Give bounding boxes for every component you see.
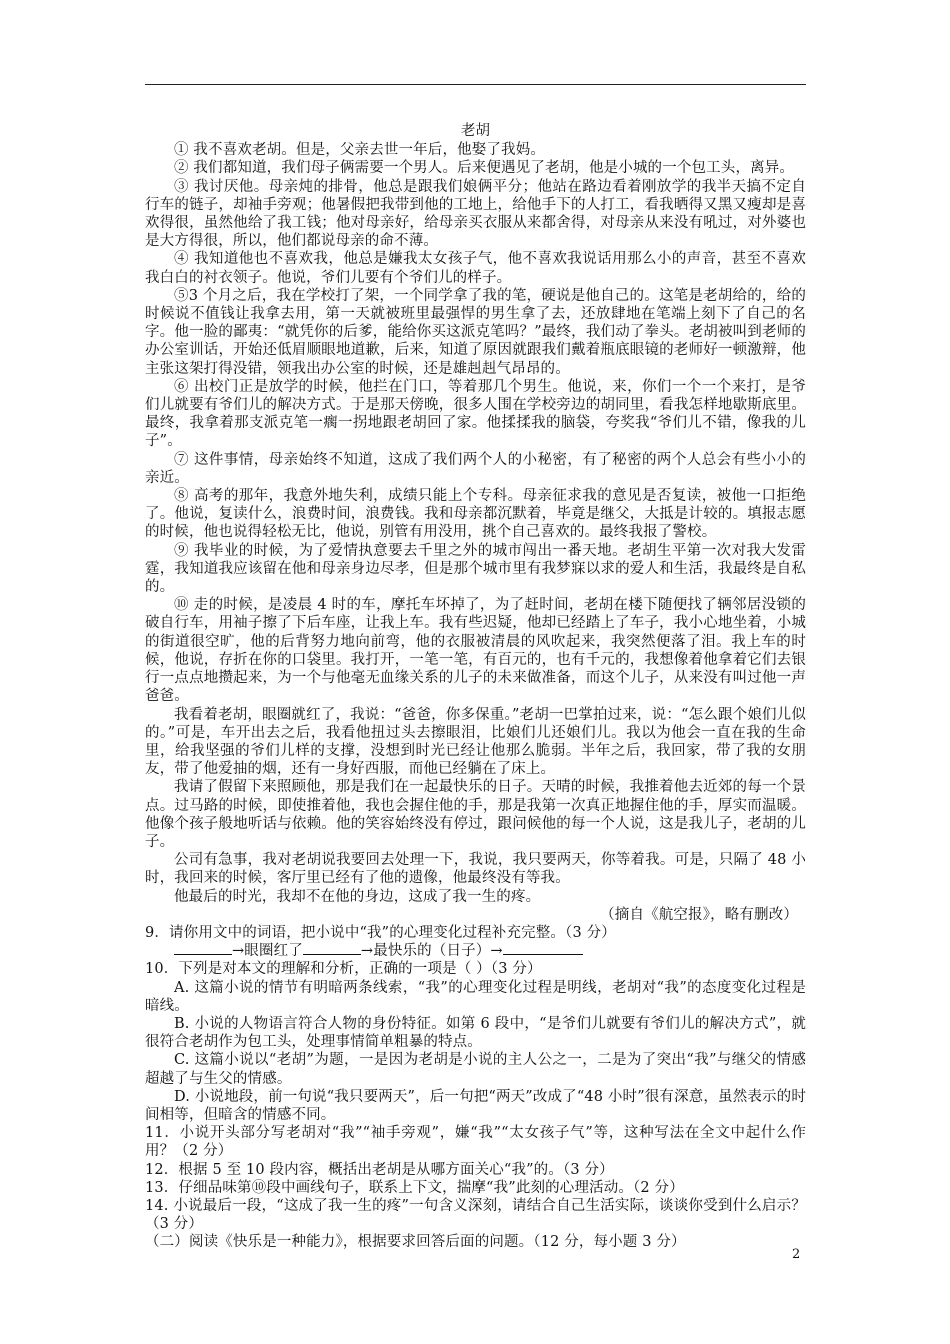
answer-blank[interactable] xyxy=(174,942,232,955)
q9-step-2: →最快乐的（日子）→ xyxy=(360,943,503,960)
answer-blank[interactable] xyxy=(303,942,361,955)
source-citation: （摘自《航空报》，略有删改） xyxy=(600,906,798,923)
paragraph-4: ④ 我知道他也不喜欢我，他总是嫌我太女孩子气，他不喜欢我说话用那么小的声音，甚至不喜欢我白白的衬衣领子。他说，爷们儿要有个爷们儿的样子。 xyxy=(145,251,806,286)
paragraph-12: 我请了假留下来照顾他，那是我们在一起最快乐的日子。天晴的时候，我推着他去近郊的每一个景点。过马路的时候，即使推着他，我也会握住他的手，那是我第一次真正地握住他的手，厚实而温暖。他像个孩子般地听话与依赖。他的笑容始终没有停过，跟问候他的每一个人说，这是我儿子，老胡的儿子。 xyxy=(145,779,806,850)
paragraph-6: ⑥ 出校门正是放学的时候，他拦在门口，等着那几个男生。他说，来，你们一个一个来打，是爷们儿就要有爷们儿的解决方式。于是那天傍晚，很多人围在学校旁边的胡同里，看我怎样地歇斯底里。最终，我拿着那支派克笔一瘸一拐地跟老胡回了家。他揉揉我的脑袋，夸奖我“爷们儿不错，像我的儿子”。 xyxy=(145,378,806,450)
question-12: 12．根据 5 至 10 段内容，概括出老胡是从哪方面关心“我”的。（3 分） xyxy=(145,1161,614,1178)
paragraph-8: ⑧ 高考的那年，我意外地失利，成绩只能上个专科。母亲征求我的意见是否复读，被他一口拒绝了。他说，复读什么，浪费时间，浪费钱。我和母亲都沉默着，毕竟是继父，大抵是计较的。填报志愿的时候，他也说得轻松无比，他说，别管有用没用，挑个自己喜欢的。最终我报了警校。 xyxy=(145,488,806,541)
question-10: 10．下列是对本文的理解和分析，正确的一项是（ ）（3 分） xyxy=(145,961,542,978)
paragraph-9: ⑨ 我毕业的时候，为了爱情执意要去千里之外的城市闯出一番天地。老胡生平第一次对我大发雷霆，我知道我应该留在他和母亲身边尽孝，但是那个城市里有我梦寐以求的爱人和生活，我最终是自私的。 xyxy=(145,542,806,596)
q10-option-a: A. 这篇小说的情节有明暗两条线索，“我”的心理变化过程是明线，老胡对“我”的态度变化过程是暗线。 xyxy=(145,979,806,1014)
question-9: 9．请你用文中的词语，把小说中“我”的心理变化过程补充完整。（3 分） xyxy=(145,924,616,941)
header-rule xyxy=(145,84,806,85)
q9-step-1: →眼圈红了 xyxy=(232,943,303,960)
question-13: 13．仔细品味第⑩段中画线句子，联系上下文，揣摩“我”此刻的心理活动。（2 分） xyxy=(145,1179,684,1196)
article-title: 老胡 xyxy=(460,123,491,139)
paragraph-14: 他最后的时光，我却不在他的身边，这成了我一生的疼。 xyxy=(174,888,541,905)
paragraph-2: ② 我们都知道，我们母子俩需要一个男人。后来便遇见了老胡，他是小城的一个包工头，离异。 xyxy=(174,160,795,177)
question-14: 14. 小说最后一段，“这成了我一生的疼”一句含义深刻，请结合自己生活实际，谈谈你受到什么启示？（3 分） xyxy=(145,1197,806,1233)
document-body xyxy=(145,122,806,1252)
answer-blank[interactable] xyxy=(503,942,583,955)
question-11: 11．小说开头部分写老胡对“我”“袖手旁观”，嫌“我”“太女孩子气”等，这种写法在全文中起什么作用？（2 分） xyxy=(145,1125,806,1160)
paragraph-10: ⑩ 走的时候，是凌晨 4 时的车，摩托车坏掉了，为了赶时间，老胡在楼下随便找了辆邻居没锁的破自行车，用袖子擦了下后车座，让我上车。我有些迟疑，他却已经踏上了车子，我小心地坐着，小城的街道很空旷，他的后背努力地向前弯，他的衣服被清晨的风吹起来，我突然便落了泪。我上车的时候，他说，存折在你的口袋里。我打开，一笔一笔，有百元的，也有千元的，我想像着他拿着它们去银行一点点地攒起来，为一个与他毫无血缘关系的儿子的未来做准备，而这个儿子，从来没有叫过他一声爸爸。 xyxy=(145,597,806,705)
q10-option-c: C. 这篇小说以“老胡”为题，一是因为老胡是小说的主人公之一，二是为了突出“我”与继父的情感超越了与生父的情感。 xyxy=(145,1052,806,1087)
section-2-heading: （二）阅读《快乐是一种能力》，根据要求回答后面的问题。（12 分，每小题 3 分） xyxy=(145,1234,686,1251)
paragraph-3: ③ 我讨厌他。母亲炖的排骨，他总是跟我们娘俩平分；他站在路边看着刚放学的我半天搞不定自行车的链子，却袖手旁观；他暑假把我带到他的工地上，给他手下的人打工，看我晒得又黑又瘦却是喜欢得很，虽然他给了我工钱；他对母亲好，给母亲买衣服从来都舍得，对母亲从来没有吼过，对外婆也是大方得很，所以，他们都说母亲的命不薄。 xyxy=(145,178,806,250)
page-number: 2 xyxy=(792,1247,801,1262)
paragraph-5: ⑤3 个月之后，我在学校打了架，一个同学拿了我的笔，硬说是他自己的。这笔是老胡给的，给的时候说不值钱让我拿去用，第一天就被班里最强悍的男生拿了去，还放肆地在笔端上刻下了自己的名字。他一脸的鄙夷：“就凭你的后爹，能给你买这派克笔吗？”最终，我们动了拳头。老胡被叫到老师的办公室训话，开始还低眉顺眼地道歉，后来，知道了原因就跟我们戴着瓶底眼镜的老师好一顿激辩，他主张这架打得没错，领我出办公室的时候，还是雄赳赳气昂昂的。 xyxy=(145,287,806,377)
paragraph-11: 我看着老胡，眼圈就红了，我说：“爸爸，你多保重。”老胡一巴掌拍过来，说：“怎么跟个娘们儿似的。”可是，车开出去之后，我看他扭过头去擦眼泪，比娘们儿还娘们儿。我以为他会一直在我的生命里，给我坚强的爷们儿样的支撑，没想到时光已经让他那么脆弱。半年之后，我回家，带了我的女朋友，带了他爱抽的烟，还有一身好西服，而他已经躺在了床上。 xyxy=(145,706,807,778)
q9-answer-line xyxy=(145,942,806,960)
paragraph-13: 公司有急事，我对老胡说我要回去处理一下，我说，我只要两天，你等着我。可是，只隔了 48 小时，我回来的时候，客厅里已经有了他的遗像，他最终没有等我。 xyxy=(145,852,806,887)
q10-option-b: B. 小说的人物语言符合人物的身份特征。如第 6 段中，“是爷们儿就要有爷们儿的解决方式”，就很符合老胡作为包工头，处理事情简单粗暴的特点。 xyxy=(145,1015,806,1051)
paragraph-7: ⑦ 这件事情，母亲始终不知道，这成了我们两个人的小秘密，有了秘密的两个人总会有些小小的亲近。 xyxy=(145,451,806,486)
paragraph-1: ① 我不喜欢老胡。但是，父亲去世一年后，他娶了我妈。 xyxy=(174,142,546,159)
q10-option-d: D. 小说地段，前一句说“我只要两天”，后一句把“两天”改成了“48 小时”很有深意，虽然表示的时间相等，但暗含的情感不同。 xyxy=(145,1088,806,1123)
